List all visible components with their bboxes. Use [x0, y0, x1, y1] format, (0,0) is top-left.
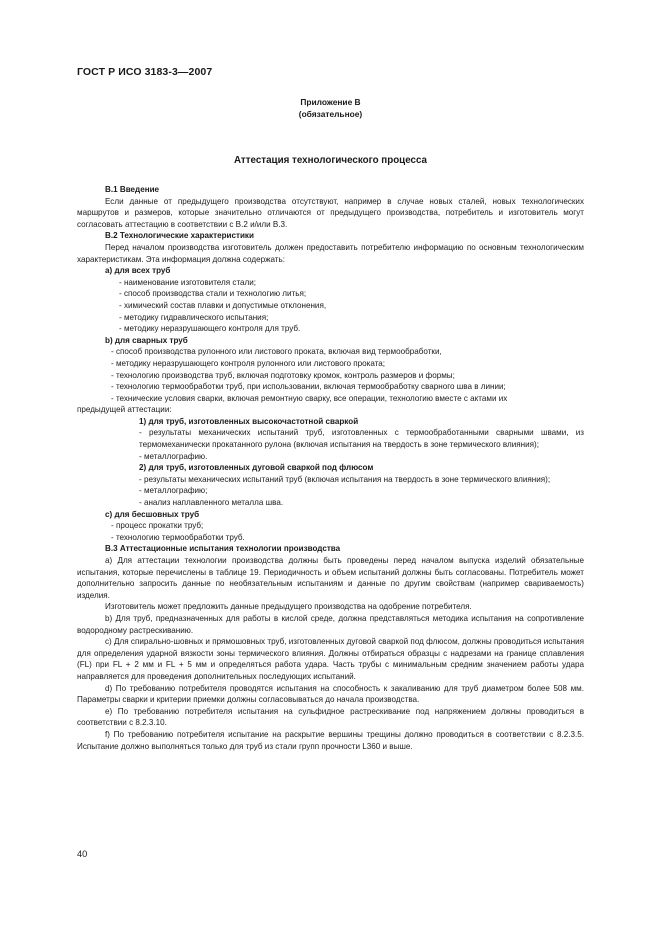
list-item-continuation: предыдущей аттестации: — [77, 405, 172, 415]
list-item: - результаты механических испытаний труб (включая испытания на твердость в зоне термического влияния); — [139, 474, 551, 484]
standard-header: ГОСТ Р ИСО 3183-3—2007 — [77, 66, 213, 78]
list-item: - способ производства рулонного или листового проката, включая вид термообработки, — [111, 347, 442, 357]
list-item: - процесс прокатки труб; — [111, 521, 204, 531]
list-b1-title: 1) для труб, изготовленных высокочастотной сваркой — [139, 416, 359, 426]
paragraph: е) По требованию потребителя испытания на сульфидное растрескивание под напряжением должны проводиться в соответствии с 8.2.3.10. — [77, 706, 584, 728]
section-b2-intro: Перед началом производства изготовитель должен предоставить потребителю информацию по основным технологическим характеристикам. Эта информация должна содержать: — [77, 242, 584, 264]
paragraph: а) Для аттестации технологии производства должны быть проведены перед началом выпуска изделий обязательные испытания, которые перечислены в таблице 19. Периодичность и объем испытаний должны быть согласованы. Потребитель может дополнительно запросить данные по необязательным испытаниям и данные по другим свойствам (например свариваемость) изделия. — [77, 556, 584, 600]
paragraph: f) По требованию потребителя испытание на раскрытие вершины трещины должно проводиться в соответствии с 8.2.3.5. Испытание должно выполняться только для труб из стали групп прочности L360 и выше. — [77, 729, 584, 751]
section-b1-heading: В.1 Введение — [105, 185, 160, 194]
annex-title: Приложение В — [300, 97, 361, 107]
paragraph: b) Для труб, предназначенных для работы в кислой среде, должна представляться методика испытания на сопротивление водородному растрескиванию. — [77, 613, 584, 635]
document-body — [77, 184, 584, 752]
list-item: - технологию производства труб, включая подготовку кромок, контроль размеров и формы; — [111, 370, 455, 380]
section-b1-text: Если данные от предыдущего производства отсутствуют, например в случае новых сталей, новых технологических маршрутов и размеров, которые значительно отличаются от предыдущего производства, потребитель и изготовитель могут согласовать аттестацию в соответствии с В.2 и/или В.3. — [77, 196, 584, 229]
list-item: - способ производства стали и технологию литья; — [119, 289, 307, 299]
document-title: Аттестация технологического процесса — [233, 155, 427, 166]
list-b-title: b) для сварных труб — [105, 335, 188, 345]
list-item: - методику неразрушающего контроля рулонного или листового проката; — [111, 358, 386, 368]
list-item: - результаты механических испытаний труб, изготовленных с термообработанными сварными швами, из термомеханически прокатанного рулона (включая испытания на твердость в зоне термического влияния); — [139, 428, 584, 450]
list-item: - химический состав плавки и допустимые отклонения, — [119, 300, 327, 310]
list-c-title: с) для бесшовных труб — [105, 509, 200, 519]
list-item: - методику неразрушающего контроля для труб. — [119, 324, 301, 334]
section-b2-heading: В.2 Технологические характеристики — [105, 231, 254, 241]
list-b2-title: 2) для труб, изготовленных дуговой сваркой под флюсом — [139, 463, 374, 473]
page-number: 40 — [77, 849, 88, 859]
paragraph: Изготовитель может предложить данные предыдущего производства на одобрение потребителя. — [105, 602, 472, 612]
list-item: - технические условия сварки, включая ремонтную сварку, все операции, технологию вместе с актами их — [111, 393, 508, 403]
list-item: - технологию термообработки труб. — [111, 532, 245, 542]
section-b3-heading: В.3 Аттестационные испытания технологии производства — [105, 544, 341, 554]
list-item: - анализ наплавленного металла шва. — [139, 498, 284, 508]
annex-type: (обязательное) — [298, 109, 363, 119]
list-item: - методику гидравлического испытания; — [119, 312, 269, 322]
paragraph: d) По требованию потребителя проводятся испытания на способность к закаливанию для труб диаметром более 508 мм. Параметры сварки и критерии приемки должны согласовываться до начала производства. — [77, 683, 584, 705]
list-a-title: а) для всех труб — [105, 266, 171, 276]
list-item: - наименование изготовителя стали; — [119, 277, 257, 287]
paragraph: с) Для спирально-шовных и прямошовных труб, изготовленных дуговой сваркой под флюсом, должны проводиться испытания для определения ударной вязкости зоны термического влияния. Должны отбираться образцы с надрезами на границе сплавления (FL) при FL + 2 мм и FL + 5 мм и определяться работа удара. Часть трубы с минимальным средним значением работы удара направляется для проведения дополнительных последующих испытаний. — [77, 637, 584, 681]
list-item: - металлографию. — [139, 451, 208, 461]
list-item: - технологию термообработки труб, при использовании, включая термообработку сварного шва в линии; — [111, 382, 506, 392]
list-item: - металлографию; — [139, 486, 208, 496]
